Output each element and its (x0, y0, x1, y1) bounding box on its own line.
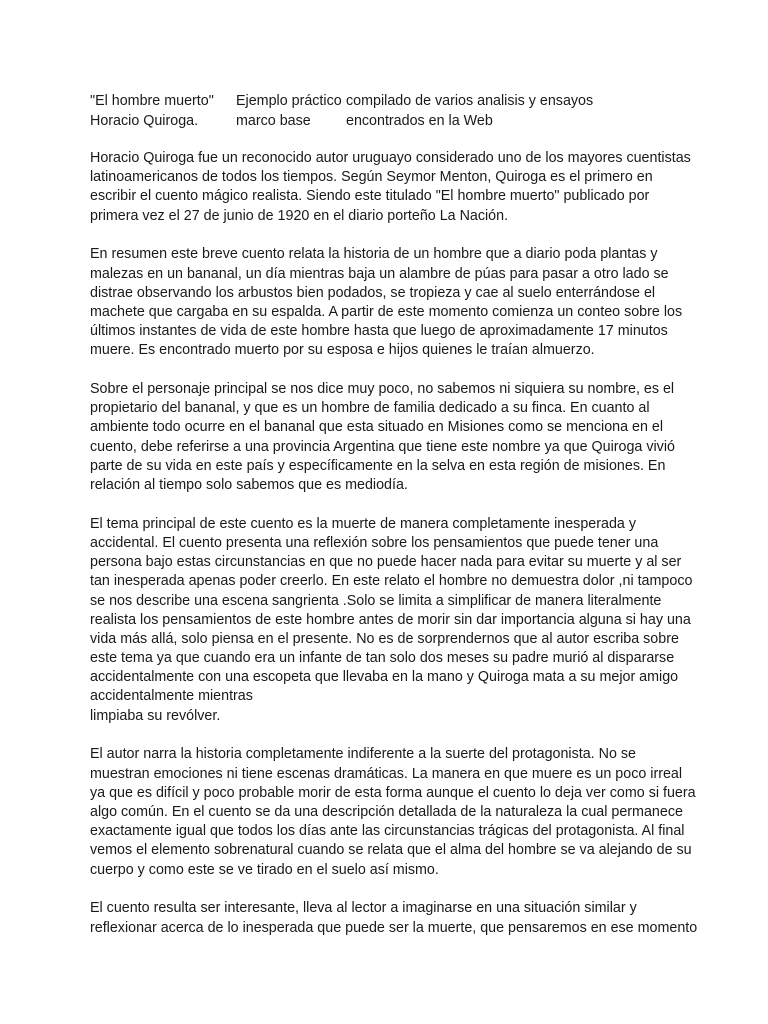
text-line: este tema ya que cuando era un infante de tan solo dos meses su padre murió al dispararse (90, 650, 675, 667)
text-line: algo común. En el cuento se da una descripción detallada de la naturaleza la cual permanece (90, 804, 683, 820)
text-line: machete que cargaba en su espalda. A partir de este momento comienza un conteo sobre los (90, 303, 683, 320)
header-title-cell: "El hombre muerto" (90, 93, 214, 109)
text-line: El cuento resulta ser interesante, lleva al lector a imaginarse en una situación similar y (90, 900, 637, 917)
text-line: se nos describe una escena sangrienta .Solo se limita a simplificar de manera literalmente (90, 592, 662, 609)
paragraph-theme (90, 515, 693, 726)
paragraph-summary (90, 245, 690, 360)
text-line: limpiaba su revólver. (90, 707, 221, 724)
text-line: vemos el elemento sobrenatural cuando se relata que el alma del hombre se va alejando de su (90, 842, 692, 859)
header-author-cell: Horacio Quiroga. (90, 113, 199, 129)
text-line: accidentalmente mientras (90, 688, 253, 705)
text-line: distrae observando los arbustos bien podados, se tropieza y cae al suelo enterrándose el (90, 284, 656, 301)
text-line: realista los pensamientos de este hombre antes de morir sin dar importancia alguna si hay una (90, 611, 691, 628)
text-line: accidentalmente con una escopeta que llevaba en la mano y Quiroga mata a su mejor amigo (90, 669, 679, 686)
text-line: En resumen este breve cuento relata la historia de un hombre que a diario poda plantas y (90, 246, 658, 263)
header-row (90, 91, 606, 111)
text-line: reflexionar acerca de lo inesperada que puede ser la muerte, que pensaremos en ese momento (90, 919, 698, 936)
text-line: relación al tiempo solo sabemos que es mediodía. (90, 477, 408, 493)
text-line: Sobre el personaje principal se nos dice muy poco, no sabemos ni siquiera su nombre, es el (90, 381, 675, 398)
text-line: malezas en un bananal, un día mientras baja un alambre de púas para pasar a otro lado se (90, 265, 669, 282)
text-line: accidental. El cuento presenta una reflexión sobre los pensamientos que puede tener una (90, 534, 659, 551)
text-line: propietario del bananal, y que es un hombre de familia dedicado a su finca. En cuanto al (90, 400, 650, 417)
paragraph-conclusion (90, 899, 698, 937)
text-line: cuerpo y como este se ve tirado en el suelo así mismo. (90, 861, 439, 878)
text-line: ya que es difícil y poco probable morir de esta forma aunque el cuento lo deja ver como si fuera (90, 784, 696, 801)
text-line: muere. Es encontrado muerto por su esposa e hijos quienes le traían almuerzo. (90, 342, 595, 359)
text-line: muestran emociones ni tiene escenas dramáticas. La manera en que muere es un poco irreal (90, 765, 683, 782)
text-line: primera vez el 27 de junio de 1920 en el diario porteño La Nación. (90, 207, 509, 224)
text-line: El autor narra la historia completamente indiferente a la suerte del protagonista. No se (90, 746, 636, 763)
text-line: últimos instantes de vida de este hombre hasta que luego de aproximadamente 17 minutos (90, 323, 668, 340)
header-type-cell: Ejemplo práctico (236, 93, 342, 109)
text-line: persona bajo estas circunstancias en que no puede hacer nada para evitar su muerte y al ser (90, 554, 682, 571)
text-line: cuento, debe referirse a una provincia Argentina que tiene este nombre ya que Quiroga vivió (90, 438, 675, 455)
text-line: tan inesperada apenas poder creerlo. En este relato el hombre no demuestra dolor ,ni tampoco (90, 573, 693, 590)
document-header-table (90, 91, 606, 131)
header-source-cell: encontrados en la Web (346, 113, 493, 129)
header-row (90, 111, 606, 131)
text-line: vida más allá, solo piensa en el presente. No es de sorprendernos que al autor escriba sobre (90, 630, 679, 647)
text-line: ambiente todo ocurre en el bananal que esta situado en Misiones como se menciona en el (90, 419, 664, 436)
text-line: exactamente igual que todos los días ante las circunstancias trágicas del protagonista. Al final (90, 823, 685, 840)
paragraph-intro (90, 149, 690, 226)
text-line: latinoamericanos de todos los tiempos. Según Seymor Menton, Quiroga es el primero en (90, 169, 653, 186)
text-line: Horacio Quiroga fue un reconocido autor uruguayo considerado uno de los mayores cuentistas (90, 150, 691, 166)
text-line: El tema principal de este cuento es la muerte de manera completamente inesperada y (90, 515, 636, 532)
paragraph-character (90, 380, 690, 495)
paragraph-narration (90, 745, 696, 879)
text-line: parte de su vida en este país y específicamente en la selva en esta región de misiones. En (90, 457, 666, 474)
text-line: escribir el cuento mágico realista. Siendo este titulado "El hombre muerto" publicado por (90, 188, 650, 205)
document-body (90, 149, 698, 957)
header-type-cell: marco base (236, 113, 311, 129)
header-source-cell: compilado de varios analisis y ensayos (346, 93, 594, 109)
